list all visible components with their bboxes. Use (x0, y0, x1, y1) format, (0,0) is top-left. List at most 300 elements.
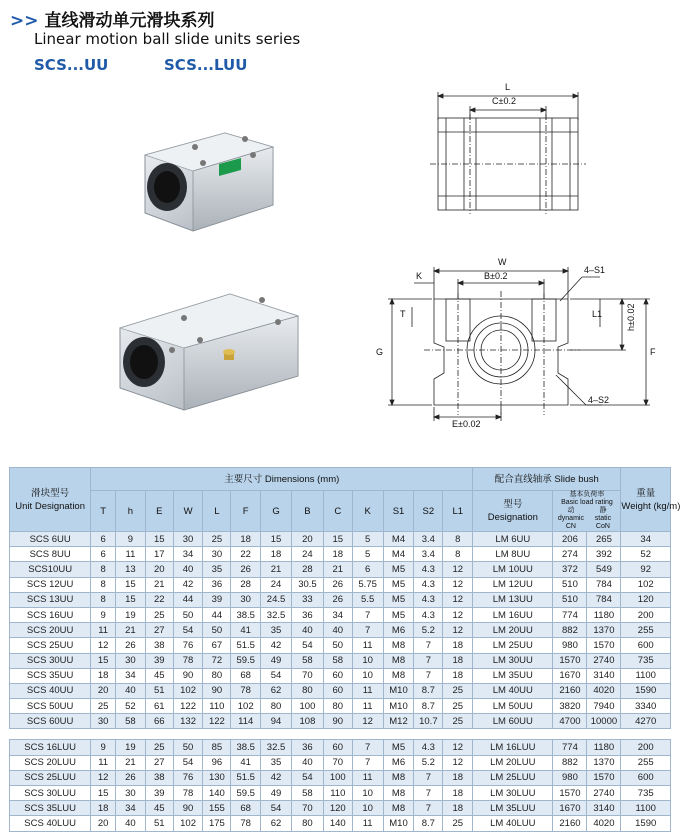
load-rating-header: 基本负荷率 Basic load rating 动 dynamic CN 静 static CoN (553, 491, 621, 532)
table-row (10, 577, 671, 592)
table-cell: LM 40UU (473, 683, 553, 698)
table-cell: M12 (383, 714, 414, 729)
dim-col-header-g: G (261, 491, 292, 532)
table-cell: 510 (553, 577, 587, 592)
table-cell: 392 (587, 547, 621, 562)
table-cell: 110 (203, 699, 231, 714)
table-cell: 51 (145, 683, 173, 698)
table-cell: SCS 20LUU (10, 755, 91, 770)
table-cell: SCS 35LUU (10, 801, 91, 816)
table-cell: 40 (116, 683, 146, 698)
table-cell: 26 (323, 577, 352, 592)
table-cell: 4.3 (414, 562, 443, 577)
dim-label-G: G (376, 347, 384, 357)
table-cell: 36 (291, 740, 323, 755)
table-cell: 80 (291, 816, 323, 831)
table-cell: 3.4 (414, 547, 443, 562)
table-cell: 8 (443, 547, 473, 562)
table-cell: SCS 50UU (10, 699, 91, 714)
table-cell: SCS 16LUU (10, 740, 91, 755)
table-cell: 10000 (587, 714, 621, 729)
table-cell: 774 (553, 607, 587, 622)
table-cell: 50 (203, 623, 231, 638)
table-row (10, 714, 671, 729)
dim-col-header-l: L (203, 491, 231, 532)
table-cell: 510 (553, 592, 587, 607)
table-cell: 10 (352, 801, 383, 816)
table-cell: 60 (323, 668, 352, 683)
table-cell: 274 (553, 547, 587, 562)
table-cell: SCS 16UU (10, 607, 91, 622)
table-cell: SCS 40UU (10, 683, 91, 698)
table-cell: SCS10UU (10, 562, 91, 577)
short-slide-unit-photo (133, 125, 278, 235)
dim-col-header-e: E (145, 491, 173, 532)
table-cell: 9 (91, 740, 116, 755)
dim-col-header-f: F (231, 491, 261, 532)
table-cell: 18 (443, 801, 473, 816)
table-cell: 7 (352, 623, 383, 638)
table-cell: 882 (553, 755, 587, 770)
table-cell: 7940 (587, 699, 621, 714)
table-cell: 2740 (587, 786, 621, 801)
table-cell: 132 (173, 714, 203, 729)
table-cell: 58 (291, 786, 323, 801)
table-cell: 12 (352, 714, 383, 729)
table-cell: 39 (145, 786, 173, 801)
table-cell: SCS 60UU (10, 714, 91, 729)
dim-label-B: B±0.2 (484, 271, 508, 281)
table-cell: 1370 (587, 755, 621, 770)
table-cell: 30 (116, 653, 146, 668)
dim-label-T: T (400, 309, 406, 319)
table-cell: 60 (323, 683, 352, 698)
table-cell: 21 (145, 577, 173, 592)
table-cell: 12 (91, 638, 116, 653)
table-cell: 155 (203, 801, 231, 816)
table-cell: 1670 (553, 801, 587, 816)
table-cell: M4 (383, 532, 414, 547)
table-cell: 11 (91, 623, 116, 638)
table-cell: 42 (173, 577, 203, 592)
table-cell: 78 (173, 786, 203, 801)
table-cell: 62 (261, 683, 292, 698)
table-cell: 35 (203, 562, 231, 577)
table-cell: 51.5 (231, 770, 261, 785)
table-cell: 8.7 (414, 683, 443, 698)
table-cell: LM 35LUU (473, 801, 553, 816)
table-cell: 372 (553, 562, 587, 577)
table-cell: 5 (352, 532, 383, 547)
table-cell: LM 16UU (473, 607, 553, 622)
table-cell: 21 (116, 755, 146, 770)
bush-designation-header: 型号 Designation (473, 491, 553, 532)
table-cell: LM 20UU (473, 623, 553, 638)
table-cell: 735 (621, 786, 671, 801)
table-cell: 8 (443, 532, 473, 547)
slide-bush-header: 配合直线轴承 Slide bush (473, 468, 621, 491)
page-title-en: Linear motion ball slide units series (34, 30, 301, 48)
table-cell: 49 (261, 653, 292, 668)
table-cell: 12 (443, 577, 473, 592)
table-cell: 7 (414, 668, 443, 683)
table-cell: 18 (443, 786, 473, 801)
weight-header: 重量 Weight (kg/m) (621, 468, 671, 532)
table-cell: 25 (145, 740, 173, 755)
dim-col-header-b: B (291, 491, 323, 532)
table-cell: 19 (116, 740, 146, 755)
table-cell: 38 (145, 770, 173, 785)
table-cell: 20 (145, 562, 173, 577)
table-cell: 4.3 (414, 592, 443, 607)
table-cell: 80 (323, 699, 352, 714)
table-cell: 255 (621, 755, 671, 770)
table-cell: LM 25LUU (473, 770, 553, 785)
table-row (10, 653, 671, 668)
dim-col-header-h: h (116, 491, 146, 532)
table-cell: 11 (352, 699, 383, 714)
table-cell: 35 (261, 755, 292, 770)
table-cell: 102 (173, 683, 203, 698)
table-cell: 5.2 (414, 755, 443, 770)
table-cell: 94 (261, 714, 292, 729)
table-cell: 80 (291, 683, 323, 698)
table-cell: 90 (173, 668, 203, 683)
table-cell: 54 (261, 668, 292, 683)
table-cell: 70 (291, 668, 323, 683)
table-cell: 22 (145, 592, 173, 607)
table-cell: 3820 (553, 699, 587, 714)
table-cell: LM 8UU (473, 547, 553, 562)
table-cell: SCS 30UU (10, 653, 91, 668)
table-cell: SCS 35UU (10, 668, 91, 683)
table-cell: 11 (352, 683, 383, 698)
table-cell: 6 (91, 532, 116, 547)
table-cell: 54 (291, 638, 323, 653)
table-cell: 45 (145, 668, 173, 683)
table-cell: 61 (145, 699, 173, 714)
table-cell: 27 (145, 623, 173, 638)
table-cell: 7 (352, 740, 383, 755)
table-cell: 1180 (587, 607, 621, 622)
table-cell: 25 (443, 699, 473, 714)
table-cell: 3140 (587, 668, 621, 683)
table-cell: 2160 (553, 683, 587, 698)
table-cell: 34 (116, 668, 146, 683)
table-cell: 7 (352, 755, 383, 770)
table-cell: 78 (231, 683, 261, 698)
table-cell: M10 (383, 699, 414, 714)
table-cell: SCS 12UU (10, 577, 91, 592)
table-cell: 3140 (587, 801, 621, 816)
table-cell: 200 (621, 607, 671, 622)
table-cell: 51.5 (231, 638, 261, 653)
table-cell: 15 (116, 577, 146, 592)
table-cell: LM 25UU (473, 638, 553, 653)
table-cell: 39 (145, 653, 173, 668)
table-cell: 50 (173, 740, 203, 755)
table-cell: 3.4 (414, 532, 443, 547)
table-cell: 108 (291, 714, 323, 729)
dim-col-header-l1: L1 (443, 491, 473, 532)
table-cell: 1570 (553, 786, 587, 801)
table-cell: LM 60UU (473, 714, 553, 729)
table-row (10, 683, 671, 698)
table-cell: 34 (621, 532, 671, 547)
table-cell: M4 (383, 547, 414, 562)
table-cell: LM 30LUU (473, 786, 553, 801)
table-row (10, 755, 671, 770)
table-cell: 11 (352, 638, 383, 653)
table-cell: 18 (323, 547, 352, 562)
table-cell: 24.5 (261, 592, 292, 607)
table-cell: 1100 (621, 801, 671, 816)
table-cell: 18 (91, 668, 116, 683)
dim-label-L: L (505, 82, 511, 92)
table-cell: SCS 20UU (10, 623, 91, 638)
table-cell: 15 (91, 786, 116, 801)
table-cell: 7 (414, 653, 443, 668)
table-cell: 5.5 (352, 592, 383, 607)
table-cell: 40 (323, 623, 352, 638)
table-cell: 54 (173, 623, 203, 638)
table-cell: 39 (203, 592, 231, 607)
table-cell: 26 (116, 770, 146, 785)
table-cell: 18 (443, 653, 473, 668)
table-cell: 28 (231, 577, 261, 592)
series-label-luu: SCS...LUU (164, 56, 248, 74)
table-cell: 9 (91, 607, 116, 622)
table-cell: 30.5 (291, 577, 323, 592)
table-cell: 600 (621, 770, 671, 785)
table-cell: 100 (323, 770, 352, 785)
table-cell: 28 (291, 562, 323, 577)
table-cell: 8 (91, 562, 116, 577)
table-cell: LM 35UU (473, 668, 553, 683)
table-cell: 68 (231, 801, 261, 816)
table-cell: 15 (323, 532, 352, 547)
series-label-uu: SCS...UU (34, 56, 109, 74)
table-cell: 2160 (553, 816, 587, 831)
table-cell: 10 (352, 653, 383, 668)
table-cell: 12 (443, 623, 473, 638)
table-cell: 1570 (587, 770, 621, 785)
table-cell: 30 (91, 714, 116, 729)
table-cell: 12 (443, 755, 473, 770)
table-cell: 34 (323, 607, 352, 622)
table-cell: 26 (323, 592, 352, 607)
table-cell: LM 10UU (473, 562, 553, 577)
table-cell: M5 (383, 592, 414, 607)
dim-label-E: E±0.02 (452, 419, 481, 429)
table-cell: 25 (443, 683, 473, 698)
table-cell: M5 (383, 740, 414, 755)
table-cell: 1590 (621, 816, 671, 831)
table-cell: 54 (173, 755, 203, 770)
table-cell: 59.5 (231, 653, 261, 668)
table-cell: 4.3 (414, 607, 443, 622)
table-cell: LM 12UU (473, 577, 553, 592)
table-cell: 38.5 (231, 607, 261, 622)
table-cell: 44 (203, 607, 231, 622)
table-cell: M5 (383, 562, 414, 577)
table-cell: 980 (553, 638, 587, 653)
table-cell: 102 (621, 577, 671, 592)
table-cell: SCS 8UU (10, 547, 91, 562)
table-cell: 54 (261, 801, 292, 816)
table-cell: 12 (443, 607, 473, 622)
table-cell: 6 (352, 562, 383, 577)
table-cell: 27 (145, 755, 173, 770)
table-cell: 1370 (587, 623, 621, 638)
table-cell: 32.5 (261, 740, 292, 755)
table-cell: 24 (261, 577, 292, 592)
dim-label-W: W (498, 257, 507, 267)
table-cell: 34 (173, 547, 203, 562)
table-cell: 60 (323, 740, 352, 755)
table-row (10, 592, 671, 607)
table-cell: 38.5 (231, 740, 261, 755)
table-cell: 600 (621, 638, 671, 653)
table-cell: 30 (116, 786, 146, 801)
table-cell: 4020 (587, 683, 621, 698)
table-row (10, 668, 671, 683)
table-cell: 175 (203, 816, 231, 831)
dim-col-header-t: T (91, 491, 116, 532)
table-cell: 72 (203, 653, 231, 668)
table-cell: 110 (323, 786, 352, 801)
table-row (10, 532, 671, 547)
table-cell: 36 (291, 607, 323, 622)
table-cell: 70 (291, 801, 323, 816)
table-cell: 42 (261, 638, 292, 653)
table-cell: 4020 (587, 816, 621, 831)
table-cell: 140 (203, 786, 231, 801)
table-row (10, 770, 671, 785)
table-row (10, 607, 671, 622)
table-cell: 25 (443, 714, 473, 729)
table-cell: 78 (231, 816, 261, 831)
dim-label-K: K (416, 271, 423, 281)
table-cell: 76 (173, 770, 203, 785)
table-cell: 9 (116, 532, 146, 547)
table-cell: 140 (323, 816, 352, 831)
table-cell: 41 (231, 623, 261, 638)
table-cell: 7 (414, 638, 443, 653)
double-arrow-icon: >> (10, 11, 39, 31)
table-row (10, 699, 671, 714)
table-cell: 45 (145, 801, 173, 816)
table-cell: 4700 (553, 714, 587, 729)
dim-col-header-k: K (352, 491, 383, 532)
table-row (10, 801, 671, 816)
end-view-drawing (370, 255, 660, 430)
table-cell: M8 (383, 801, 414, 816)
table-cell: 120 (323, 801, 352, 816)
table-cell: 4.3 (414, 740, 443, 755)
table-cell: 114 (231, 714, 261, 729)
dim-col-header-s1: S1 (383, 491, 414, 532)
table-group-gap (10, 729, 671, 740)
table-cell: 8 (91, 592, 116, 607)
table-cell: 40 (116, 816, 146, 831)
table-cell: LM 40LUU (473, 816, 553, 831)
table-cell: 49 (261, 786, 292, 801)
table-cell: 735 (621, 653, 671, 668)
table-cell: 58 (116, 714, 146, 729)
table-cell: LM 16LUU (473, 740, 553, 755)
table-cell: 11 (116, 547, 146, 562)
table-cell: 34 (116, 801, 146, 816)
table-row (10, 786, 671, 801)
table-cell: 51 (145, 816, 173, 831)
dim-col-header-s2: S2 (414, 491, 443, 532)
table-cell: 2740 (587, 653, 621, 668)
table-cell: 100 (291, 699, 323, 714)
table-cell: LM 20LUU (473, 755, 553, 770)
table-cell: M5 (383, 577, 414, 592)
table-cell: 12 (91, 770, 116, 785)
table-cell: 21 (323, 562, 352, 577)
table-cell: 25 (203, 532, 231, 547)
dim-label-C: C±0.2 (492, 96, 516, 106)
table-cell: 92 (621, 562, 671, 577)
table-cell: 25 (145, 607, 173, 622)
dimensions-header: 主要尺寸 Dimensions (mm) (91, 468, 473, 491)
table-cell: 1570 (587, 638, 621, 653)
table-cell: 68 (231, 668, 261, 683)
unit-designation-header: 滑块型号 Unit Designation (10, 468, 91, 532)
table-cell: 11 (352, 816, 383, 831)
table-cell: 41 (231, 755, 261, 770)
table-cell: 18 (261, 547, 292, 562)
table-cell: 774 (553, 740, 587, 755)
table-cell: 265 (587, 532, 621, 547)
table-cell: 80 (203, 668, 231, 683)
table-cell: 36 (203, 577, 231, 592)
table-cell: 26 (231, 562, 261, 577)
table-cell: M8 (383, 638, 414, 653)
table-cell: 50 (323, 638, 352, 653)
table-cell: 52 (621, 547, 671, 562)
dim-col-header-w: W (173, 491, 203, 532)
table-cell: 1590 (621, 683, 671, 698)
table-cell: 90 (173, 801, 203, 816)
table-cell: 4270 (621, 714, 671, 729)
table-cell: 1670 (553, 668, 587, 683)
page-title-cn (10, 6, 215, 31)
table-cell: 1180 (587, 740, 621, 755)
table-cell: 980 (553, 770, 587, 785)
table-cell: 4.3 (414, 577, 443, 592)
table-cell: 10.7 (414, 714, 443, 729)
table-cell: 10 (352, 668, 383, 683)
table-cell: 25 (443, 816, 473, 831)
table-cell: 90 (323, 714, 352, 729)
table-cell: 7 (414, 786, 443, 801)
table-cell: M5 (383, 607, 414, 622)
table-cell: 38 (145, 638, 173, 653)
table-cell: 17 (145, 547, 173, 562)
table-cell: 50 (173, 607, 203, 622)
spec-table (9, 467, 680, 832)
table-row (10, 816, 671, 831)
table-cell: SCS 6UU (10, 532, 91, 547)
table-cell: 85 (203, 740, 231, 755)
table-cell: 44 (173, 592, 203, 607)
table-cell: 15 (116, 592, 146, 607)
table-cell: 13 (116, 562, 146, 577)
